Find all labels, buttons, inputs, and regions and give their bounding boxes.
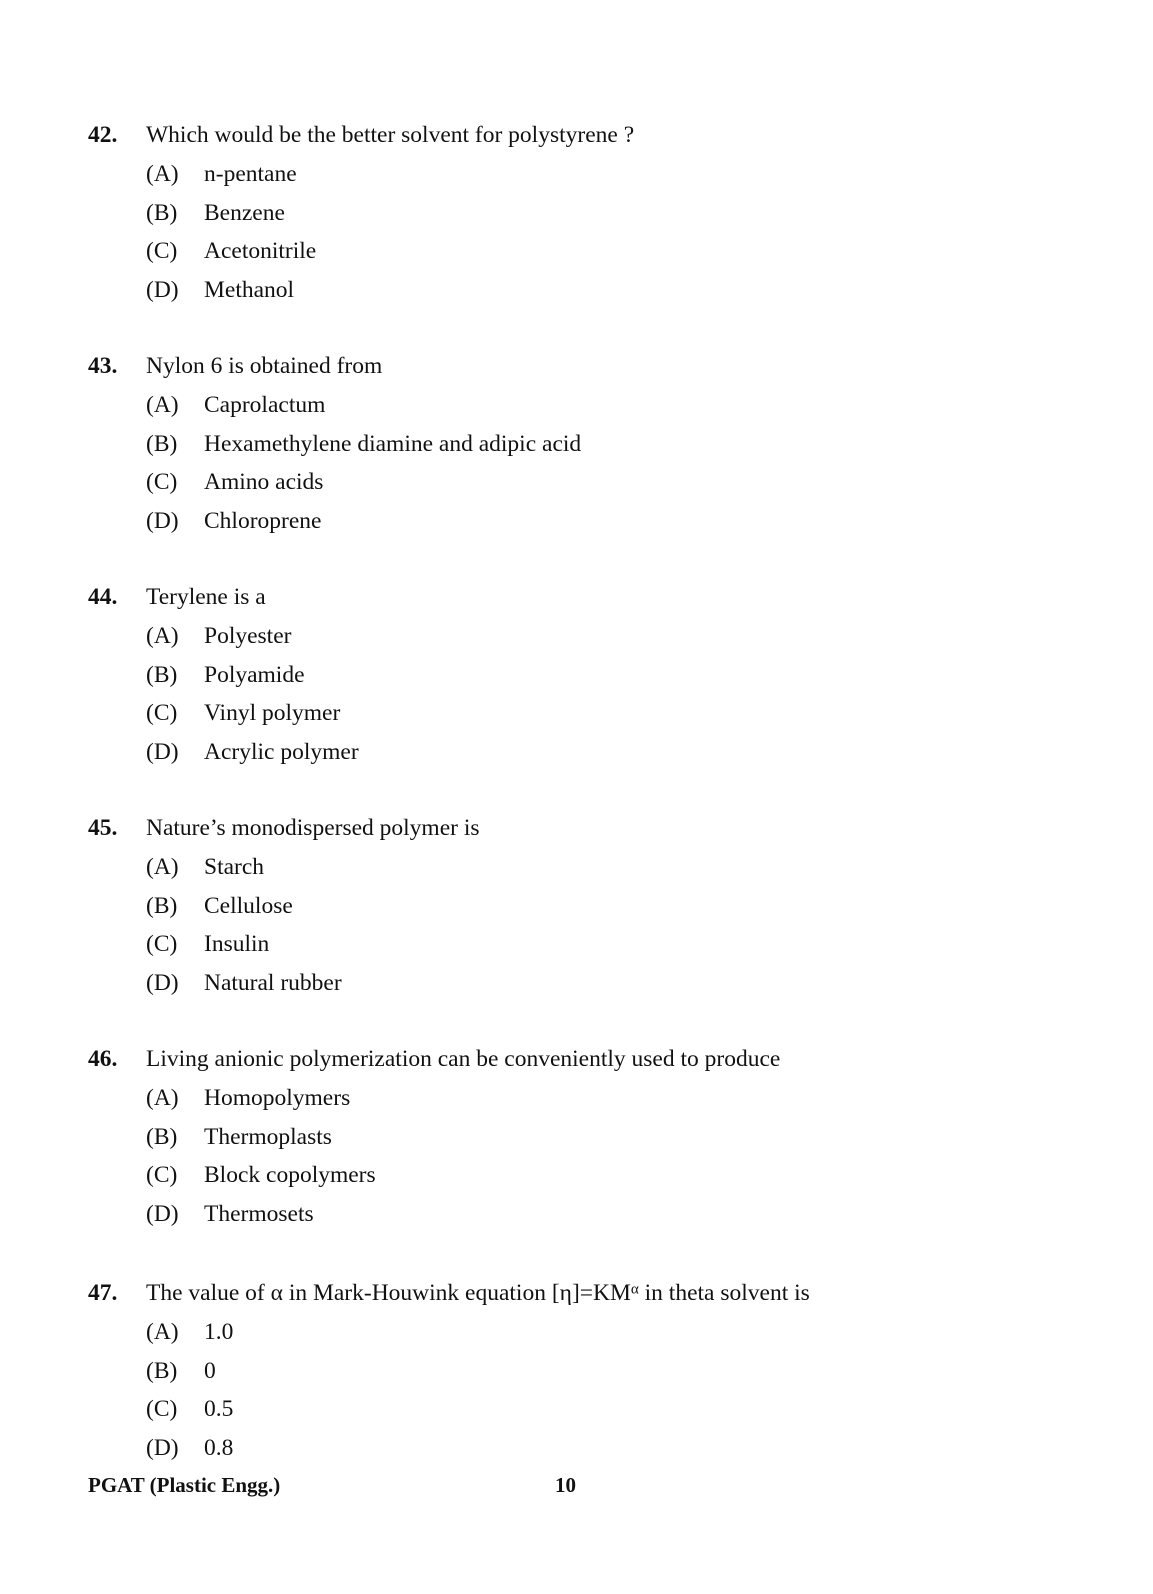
option-label: (B)	[146, 1123, 178, 1150]
option-text: Homopolymers	[204, 1085, 351, 1111]
option-text: 0.5	[204, 1396, 234, 1423]
option-b	[88, 656, 1088, 695]
option-text: Insulin	[204, 931, 270, 958]
option-list	[88, 1079, 1088, 1234]
option-text: 1.0	[204, 1319, 234, 1345]
option-text: Hexamethylene diamine and adipic acid	[204, 430, 582, 457]
alpha-superscript: α	[630, 1281, 639, 1298]
option-text: Natural rubber	[204, 970, 342, 997]
question-46	[88, 1040, 1088, 1234]
option-text: Starch	[204, 854, 265, 880]
option-b	[88, 1352, 1088, 1391]
option-label: (B)	[146, 430, 178, 457]
question-number: 45.	[88, 815, 118, 841]
option-label: (C)	[146, 1162, 178, 1189]
option-d	[88, 1195, 1088, 1234]
option-text: Methanol	[204, 277, 295, 304]
option-a	[88, 1079, 1088, 1118]
option-d	[88, 964, 1088, 1003]
option-a	[88, 848, 1088, 887]
question-text: Living anionic polymerization can be conveniently used to produce	[146, 1046, 781, 1072]
question-number: 47.	[88, 1280, 118, 1306]
option-label: (A)	[146, 392, 179, 418]
option-text: Thermoplasts	[204, 1123, 332, 1150]
option-list	[88, 617, 1088, 772]
option-label: (C)	[146, 469, 178, 496]
question-number: 43.	[88, 353, 118, 379]
option-c	[88, 694, 1088, 733]
option-b	[88, 1118, 1088, 1157]
option-label: (D)	[146, 1435, 179, 1462]
exam-title: PGAT (Plastic Engg.)	[88, 1473, 281, 1497]
option-b	[88, 887, 1088, 926]
option-label: (A)	[146, 623, 179, 649]
question-44	[88, 578, 1088, 772]
option-c	[88, 1390, 1088, 1429]
option-label: (D)	[146, 1201, 179, 1228]
question-47	[88, 1274, 1088, 1468]
option-label: (D)	[146, 970, 179, 997]
option-list	[88, 386, 1088, 541]
question-text: Nylon 6 is obtained from	[146, 353, 383, 379]
option-text: Chloroprene	[204, 508, 322, 535]
option-label: (C)	[146, 931, 178, 958]
option-label: (A)	[146, 1319, 179, 1345]
option-d	[88, 502, 1088, 541]
option-label: (D)	[146, 277, 179, 304]
option-text: Cellulose	[204, 892, 293, 919]
option-c	[88, 232, 1088, 271]
question-stem	[88, 809, 1088, 848]
option-d	[88, 271, 1088, 310]
option-text: Polyamide	[204, 661, 305, 688]
option-text: Caprolactum	[204, 392, 326, 418]
option-a	[88, 155, 1088, 194]
question-45	[88, 809, 1088, 1003]
option-label: (B)	[146, 661, 178, 688]
option-list	[88, 155, 1088, 310]
question-42	[88, 116, 1088, 310]
option-text: Block copolymers	[204, 1162, 376, 1189]
page-footer	[88, 1470, 1088, 1500]
option-list	[88, 848, 1088, 1003]
option-b	[88, 194, 1088, 233]
option-text: Vinyl polymer	[204, 700, 341, 727]
option-label: (B)	[146, 1357, 178, 1384]
page-number: 10	[555, 1473, 576, 1497]
option-label: (A)	[146, 161, 179, 187]
option-c	[88, 925, 1088, 964]
question-stem	[88, 1274, 1088, 1313]
option-text: Amino acids	[204, 469, 324, 496]
question-text: Which would be the better solvent for polystyrene ?	[146, 122, 635, 148]
option-label: (A)	[146, 1085, 179, 1111]
option-text: 0	[204, 1357, 216, 1384]
option-d	[88, 733, 1088, 772]
question-text: Terylene is a	[146, 584, 266, 610]
option-text: Thermosets	[204, 1201, 314, 1228]
option-label: (C)	[146, 238, 178, 265]
option-list	[88, 1313, 1088, 1468]
question-number: 42.	[88, 122, 118, 148]
question-number: 44.	[88, 584, 118, 610]
option-label: (C)	[146, 700, 178, 727]
option-c	[88, 463, 1088, 502]
option-label: (A)	[146, 854, 179, 880]
option-text: n-pentane	[204, 161, 297, 187]
question-text-before: The value of α in Mark-Houwink equation [η]=KM	[146, 1280, 631, 1306]
option-label: (B)	[146, 199, 178, 226]
question-stem	[88, 1040, 1088, 1079]
option-text: Benzene	[204, 199, 285, 226]
question-stem	[88, 116, 1088, 155]
option-a	[88, 1313, 1088, 1352]
option-text: 0.8	[204, 1435, 234, 1462]
option-c	[88, 1156, 1088, 1195]
question-stem	[88, 578, 1088, 617]
option-label: (D)	[146, 508, 179, 535]
option-label: (C)	[146, 1396, 178, 1423]
question-number: 46.	[88, 1046, 118, 1072]
option-text: Acetonitrile	[204, 238, 317, 265]
option-a	[88, 386, 1088, 425]
option-label: (D)	[146, 739, 179, 766]
question-43	[88, 347, 1088, 541]
question-text-after: in theta solvent is	[638, 1280, 810, 1306]
option-label: (B)	[146, 892, 178, 919]
question-stem	[88, 347, 1088, 386]
option-b	[88, 425, 1088, 464]
option-text: Acrylic polymer	[204, 739, 359, 766]
option-a	[88, 617, 1088, 656]
option-d	[88, 1429, 1088, 1468]
question-text	[146, 1280, 810, 1306]
question-text: Nature’s monodispersed polymer is	[146, 815, 480, 841]
option-text: Polyester	[204, 623, 292, 649]
